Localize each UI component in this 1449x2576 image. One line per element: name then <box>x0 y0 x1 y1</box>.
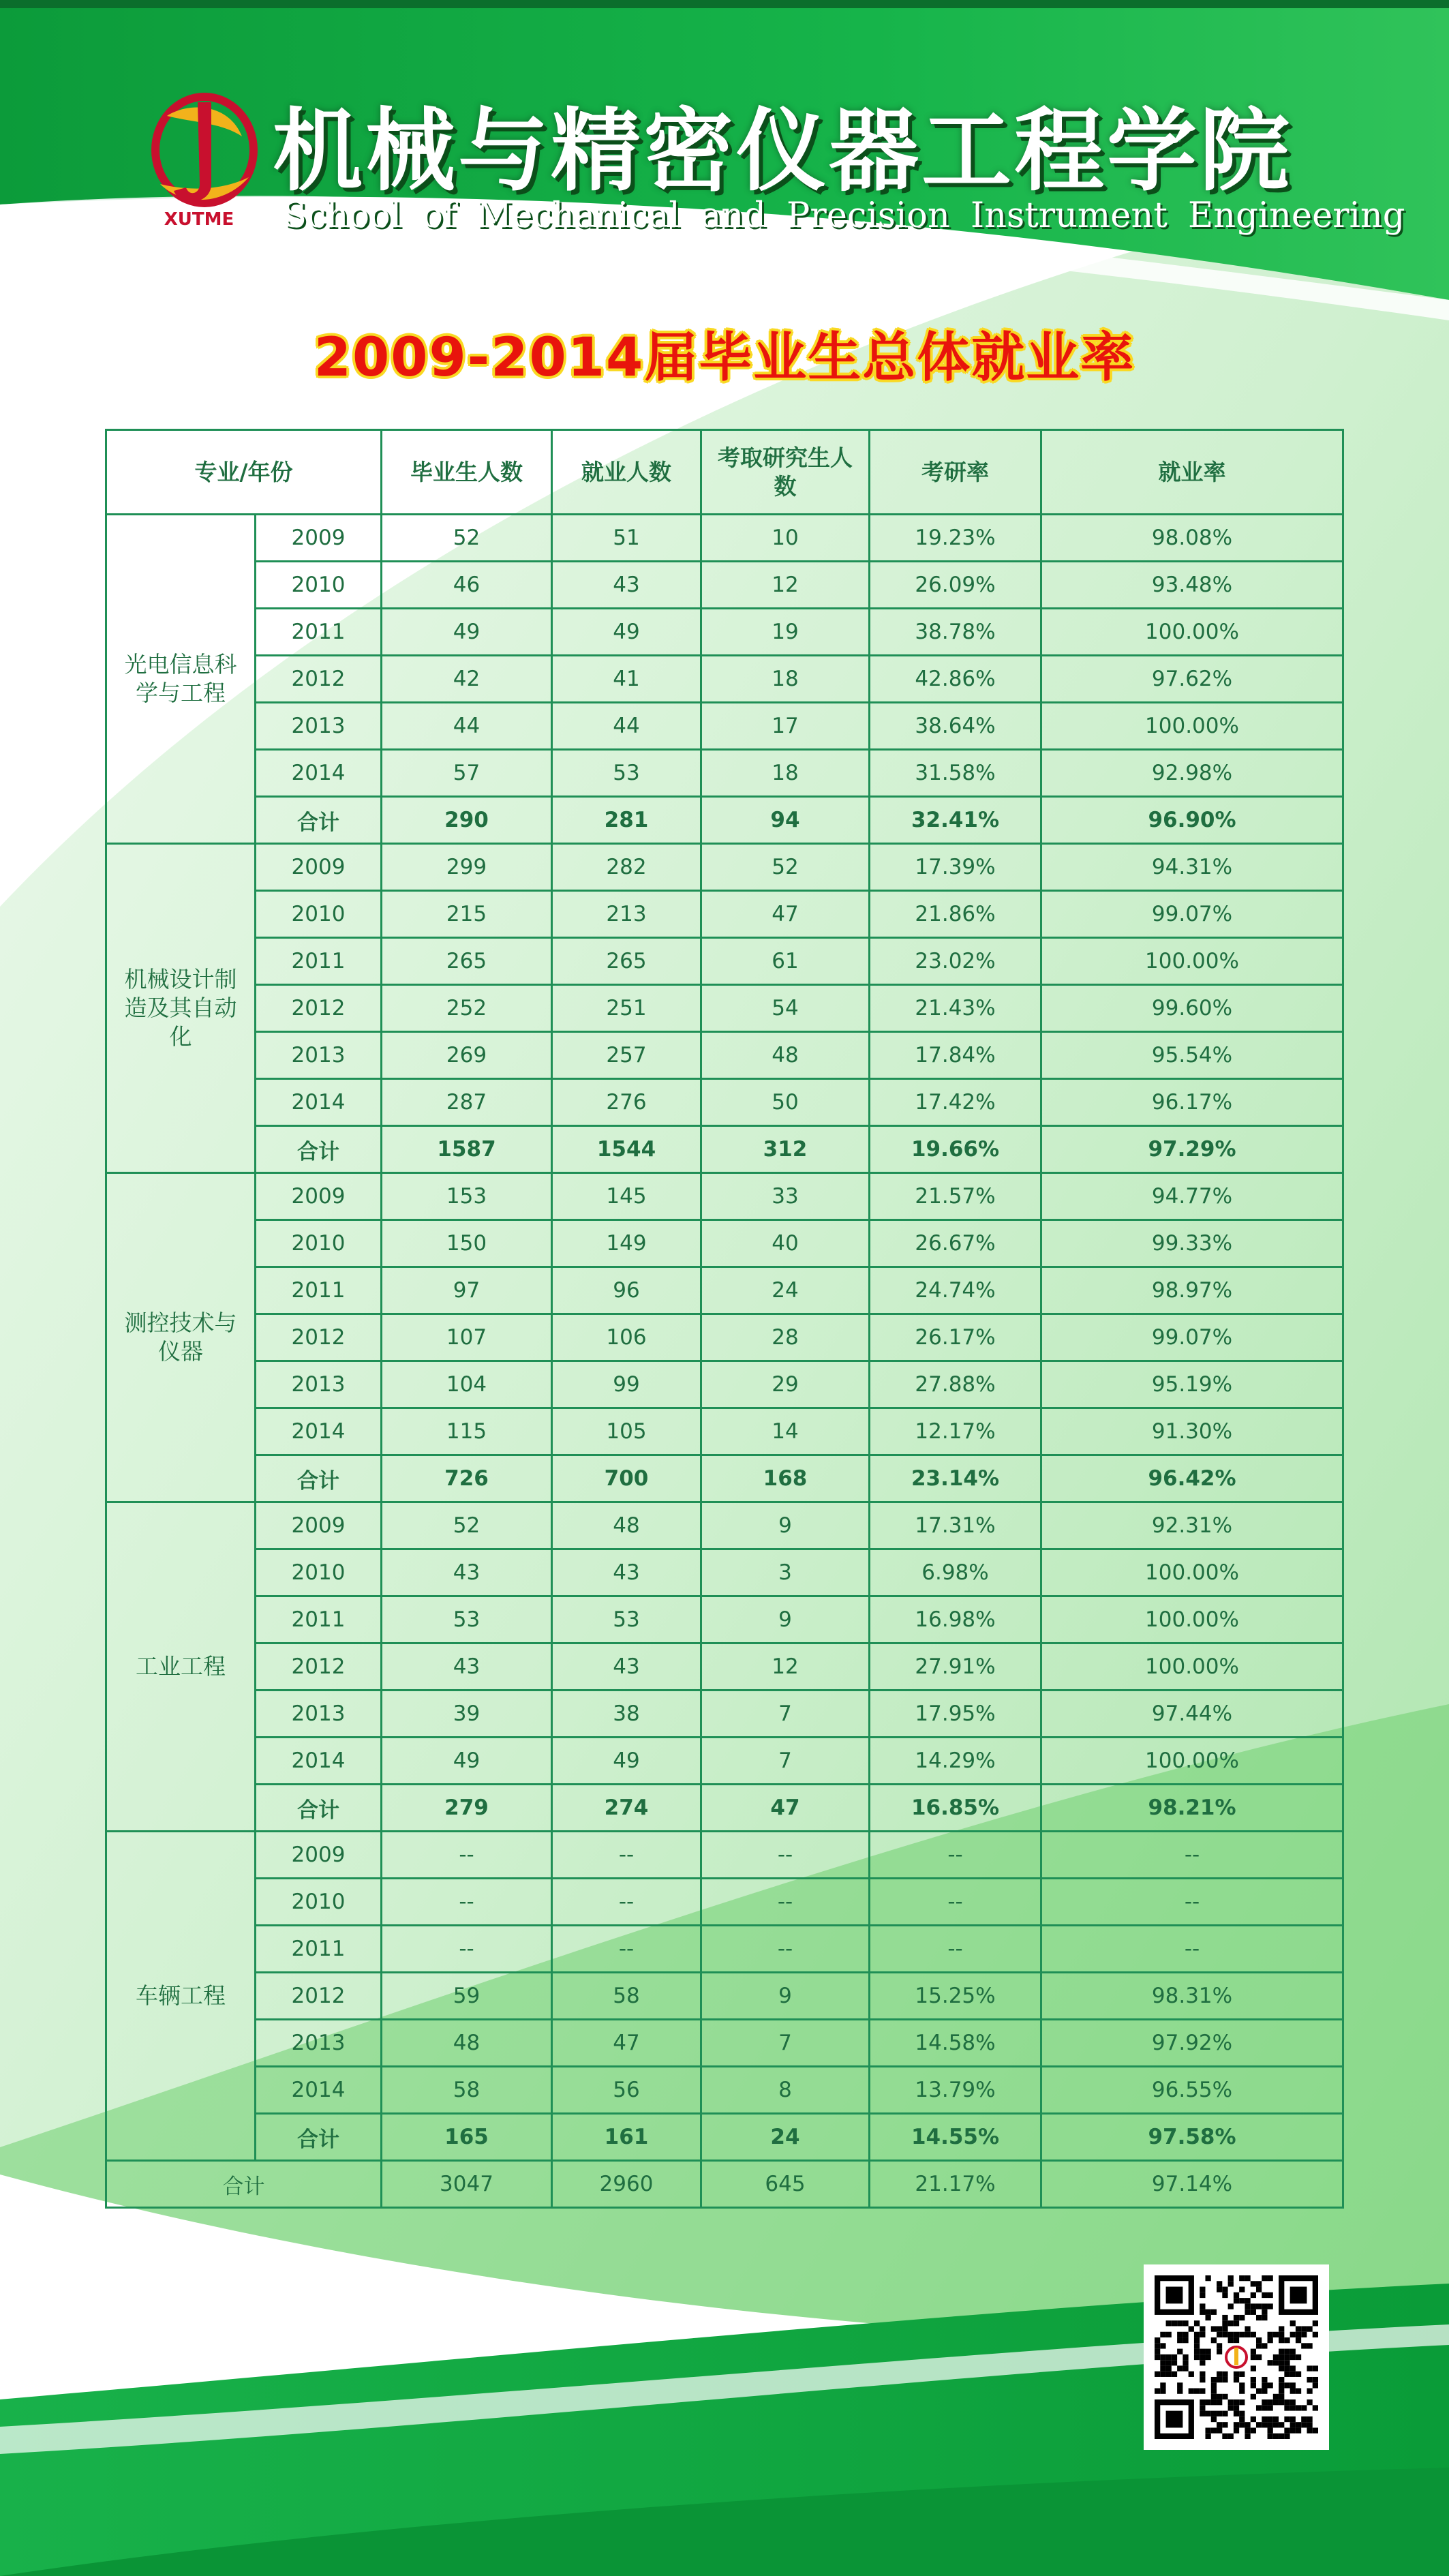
year-cell: 2012 <box>256 985 382 1032</box>
table-row <box>106 844 1343 891</box>
employed-cell: 1544 <box>552 1126 701 1173</box>
year-cell: 2010 <box>256 1220 382 1267</box>
graduates-cell: 43 <box>382 1549 552 1596</box>
grad-rate-cell: 23.02% <box>870 938 1041 985</box>
graduates-cell: 290 <box>382 797 552 844</box>
year-cell: 2014 <box>256 1079 382 1126</box>
table-row <box>106 1079 1343 1126</box>
year-cell: 2014 <box>256 1738 382 1785</box>
major-name: 工业工程 <box>106 1502 256 1832</box>
grad-study-cell: 10 <box>701 515 870 562</box>
employed-cell: 274 <box>552 1785 701 1832</box>
grad-rate-cell: 15.25% <box>870 1973 1041 2020</box>
table-row <box>106 1032 1343 1079</box>
graduates-cell: 58 <box>382 2067 552 2114</box>
page-subtitle: 2009-2014届毕业生总体就业率 <box>314 327 1135 389</box>
year-cell: 2013 <box>256 2020 382 2067</box>
employment-rate-cell: 99.60% <box>1041 985 1343 1032</box>
grad-study-cell: 19 <box>701 609 870 656</box>
grad-study-cell: 12 <box>701 562 870 609</box>
grad-rate-cell: 26.17% <box>870 1314 1041 1361</box>
employment-rate-cell: 91.30% <box>1041 1408 1343 1455</box>
table-row <box>106 1314 1343 1361</box>
table-row <box>106 1596 1343 1643</box>
grad-study-cell: 17 <box>701 703 870 750</box>
table-row <box>106 609 1343 656</box>
grad-rate-cell: 21.86% <box>870 891 1041 938</box>
employment-rate-cell: 95.19% <box>1041 1361 1343 1408</box>
grad-study-cell: 61 <box>701 938 870 985</box>
graduates-cell: -- <box>382 1879 552 1926</box>
employed-cell: 53 <box>552 1596 701 1643</box>
employment-rate-cell: 99.33% <box>1041 1220 1343 1267</box>
grad-rate-cell: 26.67% <box>870 1220 1041 1267</box>
grad-study-cell: 94 <box>701 797 870 844</box>
grad-study-cell: 7 <box>701 2020 870 2067</box>
table-row <box>106 1220 1343 1267</box>
graduates-cell: 107 <box>382 1314 552 1361</box>
employment-rate-cell: -- <box>1041 1832 1343 1879</box>
employed-cell: 149 <box>552 1220 701 1267</box>
year-cell: 2011 <box>256 1926 382 1973</box>
year-cell: 合计 <box>256 1455 382 1502</box>
college-title-cn: 机械与精密仪器工程学院 <box>273 99 1292 204</box>
grad-rate-cell: -- <box>870 1832 1041 1879</box>
table-row <box>106 891 1343 938</box>
year-cell: 合计 <box>256 1126 382 1173</box>
employed-cell: 105 <box>552 1408 701 1455</box>
year-cell: 2010 <box>256 1879 382 1926</box>
graduates-cell: 726 <box>382 1455 552 1502</box>
grad-rate-cell: 21.43% <box>870 985 1041 1032</box>
grad-rate-cell: 19.23% <box>870 515 1041 562</box>
employed-cell: 43 <box>552 562 701 609</box>
graduates-cell: 52 <box>382 515 552 562</box>
grand-total-graduates: 3047 <box>382 2161 552 2208</box>
grad-study-cell: 7 <box>701 1691 870 1738</box>
grad-rate-cell: 23.14% <box>870 1455 1041 1502</box>
year-cell: 2010 <box>256 562 382 609</box>
table-row <box>106 703 1343 750</box>
subtotal-row <box>106 1126 1343 1173</box>
grand-total-row <box>106 2161 1343 2208</box>
graduates-cell: 39 <box>382 1691 552 1738</box>
employment-rate-cell: 97.58% <box>1041 2114 1343 2161</box>
employed-cell: 99 <box>552 1361 701 1408</box>
employment-rate-cell: 97.29% <box>1041 1126 1343 1173</box>
grad-rate-cell: 6.98% <box>870 1549 1041 1596</box>
employed-cell: 56 <box>552 2067 701 2114</box>
grad-rate-cell: 42.86% <box>870 656 1041 703</box>
year-cell: 2013 <box>256 1032 382 1079</box>
year-cell: 合计 <box>256 2114 382 2161</box>
table-row <box>106 1408 1343 1455</box>
grad-rate-cell: 21.57% <box>870 1173 1041 1220</box>
employed-cell: 38 <box>552 1691 701 1738</box>
grad-rate-cell: 26.09% <box>870 562 1041 609</box>
employed-cell: 276 <box>552 1079 701 1126</box>
graduates-cell: 97 <box>382 1267 552 1314</box>
major-name: 光电信息科学与工程 <box>106 515 256 844</box>
year-cell: 2012 <box>256 656 382 703</box>
year-cell: 合计 <box>256 1785 382 1832</box>
graduates-cell: 48 <box>382 2020 552 2067</box>
employed-cell: 41 <box>552 656 701 703</box>
employment-rate-cell: 97.92% <box>1041 2020 1343 2067</box>
graduates-cell: 53 <box>382 1596 552 1643</box>
employment-rate-cell: 97.44% <box>1041 1691 1343 1738</box>
grad-study-cell: 48 <box>701 1032 870 1079</box>
employment-rate-cell: 96.17% <box>1041 1079 1343 1126</box>
graduates-cell: -- <box>382 1926 552 1973</box>
grad-study-cell: 40 <box>701 1220 870 1267</box>
graduates-cell: 52 <box>382 1502 552 1549</box>
employed-cell: 43 <box>552 1643 701 1691</box>
grad-study-cell: 14 <box>701 1408 870 1455</box>
employed-cell: 281 <box>552 797 701 844</box>
grad-rate-cell: 13.79% <box>870 2067 1041 2114</box>
employed-cell: 53 <box>552 750 701 797</box>
table-row <box>106 1502 1343 1549</box>
graduates-cell: 43 <box>382 1643 552 1691</box>
grad-study-cell: 12 <box>701 1643 870 1691</box>
employed-cell: 44 <box>552 703 701 750</box>
grand-total-grad-rate: 21.17% <box>870 2161 1041 2208</box>
employment-rate-cell: 92.31% <box>1041 1502 1343 1549</box>
major-name: 机械设计制造及其自动化 <box>106 844 256 1173</box>
graduates-cell: 153 <box>382 1173 552 1220</box>
year-cell: 2010 <box>256 1549 382 1596</box>
table-row <box>106 938 1343 985</box>
graduates-cell: 57 <box>382 750 552 797</box>
graduates-cell: 252 <box>382 985 552 1032</box>
header-major-year: 专业/年份 <box>106 430 382 515</box>
employed-cell: 282 <box>552 844 701 891</box>
year-cell: 合计 <box>256 797 382 844</box>
employment-rate-cell: 100.00% <box>1041 1549 1343 1596</box>
year-cell: 2009 <box>256 1502 382 1549</box>
employed-cell: 213 <box>552 891 701 938</box>
grad-rate-cell: 14.55% <box>870 2114 1041 2161</box>
year-cell: 2009 <box>256 515 382 562</box>
employed-cell: 43 <box>552 1549 701 1596</box>
grad-rate-cell: 17.42% <box>870 1079 1041 1126</box>
employed-cell: 48 <box>552 1502 701 1549</box>
employment-table <box>105 429 1344 2209</box>
graduates-cell: 215 <box>382 891 552 938</box>
employment-rate-cell: 92.98% <box>1041 750 1343 797</box>
grad-rate-cell: -- <box>870 1879 1041 1926</box>
employed-cell: 257 <box>552 1032 701 1079</box>
grad-rate-cell: 17.84% <box>870 1032 1041 1079</box>
major-name: 车辆工程 <box>106 1832 256 2161</box>
grad-study-cell: 28 <box>701 1314 870 1361</box>
grad-study-cell: 24 <box>701 2114 870 2161</box>
subtotal-row <box>106 1455 1343 1502</box>
grand-total-label: 合计 <box>106 2161 382 2208</box>
graduates-cell: 165 <box>382 2114 552 2161</box>
graduates-cell: 115 <box>382 1408 552 1455</box>
header-employed: 就业人数 <box>552 430 701 515</box>
grad-study-cell: 47 <box>701 1785 870 1832</box>
year-cell: 2012 <box>256 1314 382 1361</box>
grad-rate-cell: 27.88% <box>870 1361 1041 1408</box>
grad-rate-cell: 17.39% <box>870 844 1041 891</box>
graduates-cell: 299 <box>382 844 552 891</box>
table-row <box>106 750 1343 797</box>
grand-total-employment-rate: 97.14% <box>1041 2161 1343 2208</box>
table-row <box>106 1267 1343 1314</box>
graduates-cell: 42 <box>382 656 552 703</box>
graduates-cell: 1587 <box>382 1126 552 1173</box>
table-header-row <box>106 430 1343 515</box>
employment-rate-cell: 99.07% <box>1041 891 1343 938</box>
employment-rate-cell: 98.97% <box>1041 1267 1343 1314</box>
employment-rate-cell: 93.48% <box>1041 562 1343 609</box>
graduates-cell: 44 <box>382 703 552 750</box>
year-cell: 2009 <box>256 1173 382 1220</box>
grad-study-cell: 9 <box>701 1596 870 1643</box>
year-cell: 2014 <box>256 750 382 797</box>
graduates-cell: -- <box>382 1832 552 1879</box>
grad-rate-cell: 14.29% <box>870 1738 1041 1785</box>
grad-rate-cell: 14.58% <box>870 2020 1041 2067</box>
table-row <box>106 1643 1343 1691</box>
graduates-cell: 49 <box>382 609 552 656</box>
year-cell: 2012 <box>256 1973 382 2020</box>
logo-text: XUTME <box>164 209 234 230</box>
subtotal-row <box>106 1785 1343 1832</box>
graduates-cell: 287 <box>382 1079 552 1126</box>
grad-rate-cell: 38.78% <box>870 609 1041 656</box>
grad-rate-cell: 27.91% <box>870 1643 1041 1691</box>
college-logo-icon <box>140 89 259 232</box>
employment-rate-cell: 98.21% <box>1041 1785 1343 1832</box>
grad-study-cell: 9 <box>701 1502 870 1549</box>
grad-study-cell: 24 <box>701 1267 870 1314</box>
grad-rate-cell: 24.74% <box>870 1267 1041 1314</box>
year-cell: 2010 <box>256 891 382 938</box>
graduates-cell: 150 <box>382 1220 552 1267</box>
employment-rate-cell: -- <box>1041 1926 1343 1973</box>
year-cell: 2013 <box>256 703 382 750</box>
employed-cell: 106 <box>552 1314 701 1361</box>
grad-study-cell: 33 <box>701 1173 870 1220</box>
grad-study-cell: 168 <box>701 1455 870 1502</box>
year-cell: 2009 <box>256 1832 382 1879</box>
year-cell: 2013 <box>256 1691 382 1738</box>
employed-cell: 58 <box>552 1973 701 2020</box>
grand-total-employed: 2960 <box>552 2161 701 2208</box>
table-row <box>106 1691 1343 1738</box>
employment-rate-cell: 96.90% <box>1041 797 1343 844</box>
employed-cell: 47 <box>552 2020 701 2067</box>
employment-rate-cell: -- <box>1041 1879 1343 1926</box>
subtotal-row <box>106 797 1343 844</box>
employed-cell: 145 <box>552 1173 701 1220</box>
grad-rate-cell: 12.17% <box>870 1408 1041 1455</box>
table-row <box>106 1832 1343 1879</box>
grad-rate-cell: 17.31% <box>870 1502 1041 1549</box>
employment-rate-cell: 100.00% <box>1041 1643 1343 1691</box>
employed-cell: 161 <box>552 2114 701 2161</box>
grad-study-cell: 312 <box>701 1126 870 1173</box>
grad-study-cell: 50 <box>701 1079 870 1126</box>
employment-rate-cell: 98.31% <box>1041 1973 1343 2020</box>
employed-cell: 51 <box>552 515 701 562</box>
employed-cell: 700 <box>552 1455 701 1502</box>
employment-rate-cell: 94.31% <box>1041 844 1343 891</box>
table-row <box>106 2020 1343 2067</box>
year-cell: 2012 <box>256 1643 382 1691</box>
year-cell: 2011 <box>256 938 382 985</box>
grad-study-cell: 3 <box>701 1549 870 1596</box>
year-cell: 2011 <box>256 1267 382 1314</box>
table-row <box>106 2067 1343 2114</box>
employment-rate-cell: 96.42% <box>1041 1455 1343 1502</box>
employed-cell: -- <box>552 1832 701 1879</box>
employment-rate-cell: 96.55% <box>1041 2067 1343 2114</box>
grand-total-grad-study: 645 <box>701 2161 870 2208</box>
subtotal-row <box>106 2114 1343 2161</box>
table-row <box>106 562 1343 609</box>
employment-rate-cell: 100.00% <box>1041 703 1343 750</box>
employment-rate-cell: 94.77% <box>1041 1173 1343 1220</box>
employment-rate-cell: 100.00% <box>1041 1596 1343 1643</box>
employed-cell: 96 <box>552 1267 701 1314</box>
qr-code-icon <box>1144 2264 1329 2450</box>
year-cell: 2011 <box>256 609 382 656</box>
employment-rate-cell: 100.00% <box>1041 938 1343 985</box>
table-row <box>106 1738 1343 1785</box>
college-title-en: School of Mechanical and Precision Instrument Engineering <box>283 196 1405 236</box>
grad-study-cell: 54 <box>701 985 870 1032</box>
header-grad-study: 考取研究生人数 <box>701 430 870 515</box>
grad-study-cell: 52 <box>701 844 870 891</box>
grad-study-cell: 18 <box>701 656 870 703</box>
table-row <box>106 1173 1343 1220</box>
graduates-cell: 59 <box>382 1973 552 2020</box>
grad-rate-cell: 16.98% <box>870 1596 1041 1643</box>
employed-cell: 251 <box>552 985 701 1032</box>
employment-rate-cell: 98.08% <box>1041 515 1343 562</box>
table-row <box>106 1879 1343 1926</box>
table-row <box>106 985 1343 1032</box>
graduates-cell: 269 <box>382 1032 552 1079</box>
grad-study-cell: -- <box>701 1832 870 1879</box>
header-grad-rate: 考研率 <box>870 430 1041 515</box>
employment-rate-cell: 99.07% <box>1041 1314 1343 1361</box>
graduates-cell: 279 <box>382 1785 552 1832</box>
employment-rate-cell: 95.54% <box>1041 1032 1343 1079</box>
graduates-cell: 265 <box>382 938 552 985</box>
grad-study-cell: -- <box>701 1926 870 1973</box>
graduates-cell: 49 <box>382 1738 552 1785</box>
year-cell: 2009 <box>256 844 382 891</box>
table-row <box>106 515 1343 562</box>
major-name: 测控技术与仪器 <box>106 1173 256 1502</box>
grad-rate-cell: -- <box>870 1926 1041 1973</box>
grad-study-cell: 7 <box>701 1738 870 1785</box>
grad-study-cell: -- <box>701 1879 870 1926</box>
grad-study-cell: 47 <box>701 891 870 938</box>
employment-rate-cell: 100.00% <box>1041 609 1343 656</box>
grad-rate-cell: 38.64% <box>870 703 1041 750</box>
graduates-cell: 46 <box>382 562 552 609</box>
grad-study-cell: 18 <box>701 750 870 797</box>
employed-cell: -- <box>552 1926 701 1973</box>
grad-rate-cell: 19.66% <box>870 1126 1041 1173</box>
table-row <box>106 1926 1343 1973</box>
employed-cell: 265 <box>552 938 701 985</box>
year-cell: 2013 <box>256 1361 382 1408</box>
grad-rate-cell: 32.41% <box>870 797 1041 844</box>
table-row <box>106 1549 1343 1596</box>
employed-cell: 49 <box>552 609 701 656</box>
employed-cell: -- <box>552 1879 701 1926</box>
year-cell: 2011 <box>256 1596 382 1643</box>
table-row <box>106 1361 1343 1408</box>
grad-study-cell: 29 <box>701 1361 870 1408</box>
grad-study-cell: 9 <box>701 1973 870 2020</box>
header-graduates: 毕业生人数 <box>382 430 552 515</box>
grad-rate-cell: 16.85% <box>870 1785 1041 1832</box>
year-cell: 2014 <box>256 2067 382 2114</box>
table-row <box>106 1973 1343 2020</box>
graduates-cell: 104 <box>382 1361 552 1408</box>
header-employment-rate: 就业率 <box>1041 430 1343 515</box>
grad-rate-cell: 31.58% <box>870 750 1041 797</box>
employment-rate-cell: 100.00% <box>1041 1738 1343 1785</box>
year-cell: 2014 <box>256 1408 382 1455</box>
table-row <box>106 656 1343 703</box>
grad-study-cell: 8 <box>701 2067 870 2114</box>
employed-cell: 49 <box>552 1738 701 1785</box>
employment-rate-cell: 97.62% <box>1041 656 1343 703</box>
grad-rate-cell: 17.95% <box>870 1691 1041 1738</box>
